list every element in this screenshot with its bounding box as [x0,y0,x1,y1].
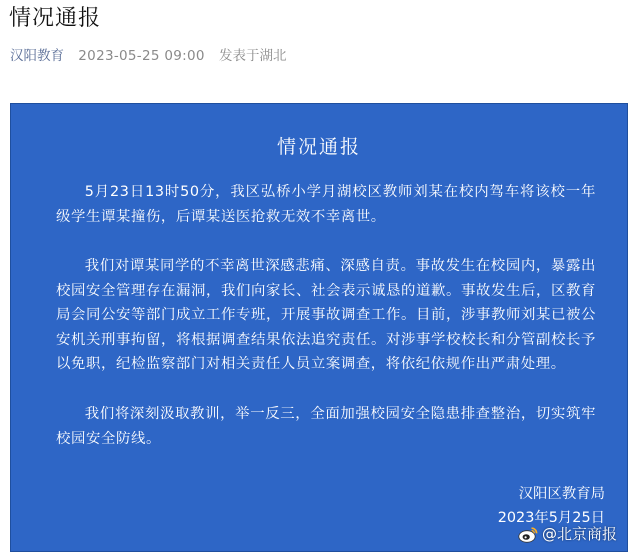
weibo-logo-icon [518,526,538,543]
notice-issuer: 汉阳区教育局 [518,486,605,502]
publish-location: 发表于湖北 [219,48,287,64]
notice-heading: 情况通报 [276,136,361,158]
notice-paragraph-1: 5月23日13时50分，我区弘桥小学月湖校区教师刘某在校内驾车将该校一年级学生谭某撞伤，后谭某送医抢救无效不幸离世。 [56,184,596,225]
notice-image [10,103,628,552]
article-title: 情况通报 [9,6,102,31]
notice-paragraph-3: 我们将深刻汲取教训，举一反三，全面加强校园安全隐患排查整治，切实筑牢校园安全防线。 [56,406,596,447]
account-name-link[interactable]: 汉阳教育 [10,48,64,64]
article-meta [10,44,287,68]
notice-paragraph-2: 我们对谭某同学的不幸离世深感悲痛、深感自责。事故发生在校园内，暴露出校园安全管理存在漏洞，我们向家长、社会表示诚恳的道歉。事故发生后，区教育局会同公安等部门成立工作专班，开展事故调查工作。目前，涉事教师刘某已被公安机关刑事拘留，将根据调查结果依法追究责任。对涉事学校校长和分管副校长予以免职，纪检监察部门对相关责任人员立案调查，将依纪依规作出严肃处理。 [56,258,596,372]
watermark [518,523,617,545]
publish-time: 2023-05-25 09:00 [78,48,205,64]
notice-date: 2023年5月25日 [497,510,605,526]
watermark-text: @北京商报 [541,525,617,543]
